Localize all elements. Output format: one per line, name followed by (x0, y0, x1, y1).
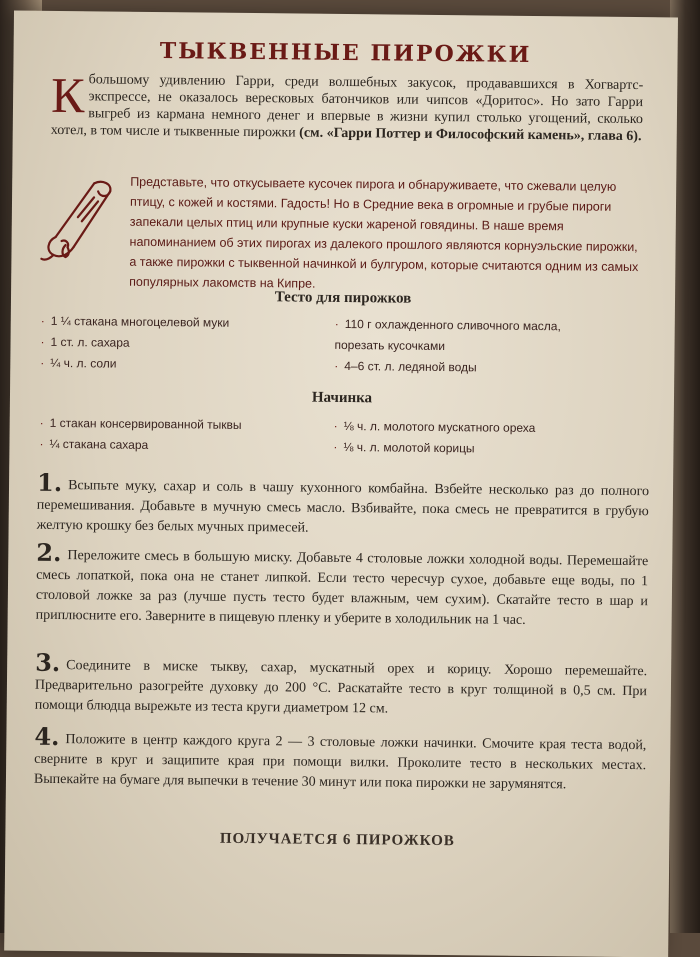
recipe-yield: ПОЛУЧАЕТСЯ 6 ПИРОЖКОВ (219, 830, 455, 850)
step-2 (35, 537, 649, 632)
step-1 (36, 467, 650, 542)
step-text: Переложите смесь в большую миску. Добавьте 4 столовые ложки холодной воды. Перемешайте смесь лопаткой, пока она не станет липкой. Если тесто чересчур сухое, добавьте еще воды, по 1 столовой ложке за раз (лучше пусть тесто будет влажным, чем сухим). Скатайте тесто в шар и приплюсните его. Заверните в пищевую пленку и уберите в холодильник на 1 час. (35, 548, 649, 628)
step-text: Всыпьте муку, сахар и соль в чашу кухонного комбайна. Взбейте несколько раз до полного перемешивания. Добавьте в мучную смесь масло. Взбивайте, пока смесь не превратится в грубую желтую крошку без белых мучных примесей. (36, 478, 650, 536)
ingredient-item: · 110 г охлажденного сливочного масла, порезать кусочками (334, 316, 561, 354)
drop-cap: К (50, 66, 85, 124)
step-text: Положите в центр каждого круга 2 — 3 столовые ложки начинки. Смочите края теста водой, сверните в круг и защипите края при помощи вилки. Проколите тесто в нескольких местах. Выпекайте на бумаге для выпечки в течение 30 минут или пока пирожки не зарумянятся. (33, 732, 647, 793)
step-4 (33, 721, 647, 796)
filling-heading: Начинка (311, 389, 373, 407)
ingredient-item: · ⅛ ч. л. молотой корицы (333, 439, 475, 456)
dough-ingredients-left (40, 311, 321, 377)
ingredient-item: · 4–6 ст. л. ледяной воды (334, 358, 477, 375)
intro-paragraph (50, 66, 644, 145)
ingredient-item: · ⅛ ч. л. молотого мускатного ореха (333, 418, 536, 436)
step-number: 4. (34, 721, 60, 752)
dough-heading: Тесто для пирожков (274, 289, 412, 307)
dough-ingredients-right (334, 314, 575, 380)
filling-ingredients-right (333, 416, 593, 461)
step-number: 2. (36, 537, 62, 568)
ingredient-item: · ¼ ч. л. соли (40, 355, 117, 371)
filling-ingredients-left (39, 413, 319, 458)
step-number: 1. (36, 467, 63, 498)
recipe-title: ТЫКВЕННЫЕ ПИРОЖКИ (159, 38, 532, 68)
intro-text: большому удивлению Гарри, среди волшебных закусок, продававшихся в Хогвартс-экспрессе, не оказалось вересковых батончиков или чипсов «Доритос». Но зато Гарри выгреб из кармана немного денег и впервые в жизни купил столько угощений, сколько хотел, в том числе и тыквенные пирожки (50, 72, 644, 141)
ingredient-item: · 1 ¼ стакана многоцелевой муки (40, 313, 230, 330)
scroll-icon (35, 177, 118, 264)
intro-source: (см. «Гарри Поттер и Философский камень», глава 6). (299, 125, 642, 145)
history-sidebar-text: Представьте, что откусываете кусочек пирога и обнаруживаете, что сжевали целую птицу, с кожей и костями. Гадость! Но в Средние века в огромные и грубые пироги запекали целых птиц или крупные куски жареной говядины. В наше время напоминанием об этих пирогах из далекого прошлого являются корнуэльские пирожки, а также пирожки с тыквенной начинкой и булгуром, которые считаются одним из самых популярных лакомств на Кипре. (129, 174, 639, 291)
ingredient-item: · 1 стакан консервированной тыквы (39, 415, 242, 432)
step-3 (34, 647, 648, 722)
ingredient-item: · 1 ст. л. сахара (40, 334, 130, 350)
ingredient-item: · ¼ стакана сахара (39, 436, 149, 452)
book-page (4, 11, 678, 957)
step-number: 3. (35, 647, 61, 678)
step-text: Соедините в миске тыкву, сахар, мускатный орех и корицу. Хорошо перемешайте. Предварительно разогрейте духовку до 200 °С. Раскатайте тесто в круг толщиной в 0,5 см. При помощи блюдца вырежьте из теста круги диаметром 12 см. (34, 658, 648, 717)
